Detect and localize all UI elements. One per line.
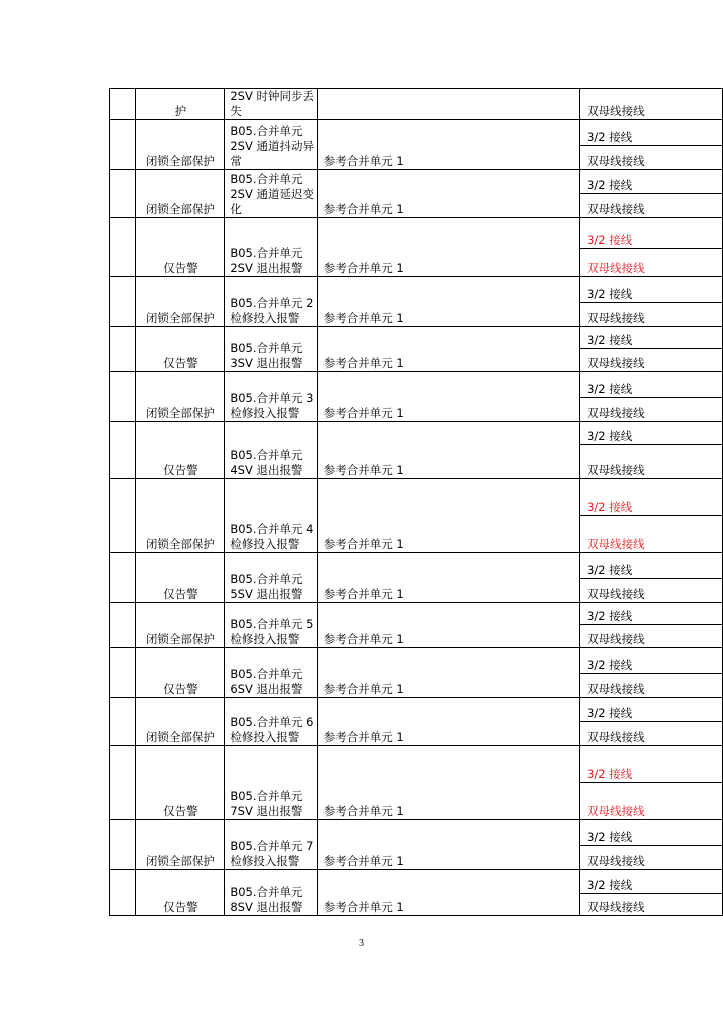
wiring-cell: 双母线接线 xyxy=(580,846,723,870)
row-index-cell xyxy=(110,870,136,916)
table-row xyxy=(110,372,723,398)
signal-name-cell: B05.合并单元 6 检修投入报警 xyxy=(225,698,317,746)
action-cell: 闭锁全部保护 xyxy=(136,120,225,170)
action-cell: 仅告警 xyxy=(136,870,225,916)
signal-name-cell: B05.合并单元 7 检修投入报警 xyxy=(225,820,317,870)
row-index-cell xyxy=(110,479,136,553)
reference-cell xyxy=(317,89,579,120)
wiring-cell: 双母线接线 xyxy=(580,146,723,170)
wiring-cell: 双母线接线 xyxy=(580,579,723,603)
row-index-cell xyxy=(110,327,136,372)
wiring-cell: 双母线接线 xyxy=(580,398,723,422)
action-cell: 闭锁全部保护 xyxy=(136,372,225,422)
row-index-cell xyxy=(110,277,136,327)
wiring-cell: 3/2 接线 xyxy=(580,120,723,146)
row-index-cell xyxy=(110,422,136,479)
wiring-cell: 3/2 接线 xyxy=(580,648,723,674)
protection-table xyxy=(109,88,723,916)
table-row xyxy=(110,820,723,846)
table-row xyxy=(110,170,723,194)
row-index-cell xyxy=(110,553,136,603)
wiring-cell: 双母线接线 xyxy=(580,249,723,277)
wiring-cell: 3/2 接线 xyxy=(580,820,723,846)
wiring-cell: 3/2 接线 xyxy=(580,698,723,722)
row-index-cell xyxy=(110,120,136,170)
action-cell: 闭锁全部保护 xyxy=(136,603,225,648)
table-row xyxy=(110,648,723,674)
signal-name-cell: B05.合并单元 7SV 退出报警 xyxy=(225,746,317,820)
signal-name-cell: B05.合并单元 4SV 退出报警 xyxy=(225,422,317,479)
wiring-cell: 3/2 接线 xyxy=(580,170,723,194)
wiring-cell: 双母线接线 xyxy=(580,625,723,648)
table-row xyxy=(110,698,723,722)
wiring-cell: 双母线接线 xyxy=(580,674,723,698)
action-cell: 仅告警 xyxy=(136,218,225,277)
reference-cell: 参考合并单元 1 xyxy=(317,218,579,277)
reference-cell: 参考合并单元 1 xyxy=(317,327,579,372)
wiring-cell: 3/2 接线 xyxy=(580,746,723,783)
wiring-cell: 双母线接线 xyxy=(580,516,723,553)
signal-name-cell: B05.合并单元 2 检修投入报警 xyxy=(225,277,317,327)
wiring-cell: 3/2 接线 xyxy=(580,277,723,303)
reference-cell: 参考合并单元 1 xyxy=(317,372,579,422)
signal-name-cell: B05.合并单元 3 检修投入报警 xyxy=(225,372,317,422)
action-cell: 闭锁全部保护 xyxy=(136,698,225,746)
wiring-cell: 3/2 接线 xyxy=(580,553,723,579)
action-cell: 闭锁全部保护 xyxy=(136,479,225,553)
signal-name-cell: B05.合并单元 5 检修投入报警 xyxy=(225,603,317,648)
action-cell: 仅告警 xyxy=(136,746,225,820)
row-index-cell xyxy=(110,698,136,746)
signal-name-cell: B05.合并单元 8SV 退出报警 xyxy=(225,870,317,916)
action-cell: 仅告警 xyxy=(136,553,225,603)
signal-name-cell: B05.合并单元 2SV 通道延迟变化 xyxy=(225,170,317,218)
row-index-cell xyxy=(110,218,136,277)
row-index-cell xyxy=(110,648,136,698)
action-cell: 闭锁全部保护 xyxy=(136,170,225,218)
row-index-cell xyxy=(110,89,136,120)
table-row xyxy=(110,746,723,783)
row-index-cell xyxy=(110,746,136,820)
action-cell: 闭锁全部保护 xyxy=(136,820,225,870)
wiring-cell: 3/2 接线 xyxy=(580,372,723,398)
wiring-cell: 双母线接线 xyxy=(580,894,723,916)
reference-cell: 参考合并单元 1 xyxy=(317,698,579,746)
wiring-cell: 双母线接线 xyxy=(580,349,723,372)
action-cell: 闭锁全部保护 xyxy=(136,277,225,327)
wiring-cell: 3/2 接线 xyxy=(580,422,723,445)
wiring-cell: 3/2 接线 xyxy=(580,603,723,625)
table-row xyxy=(110,120,723,146)
reference-cell: 参考合并单元 1 xyxy=(317,648,579,698)
reference-cell: 参考合并单元 1 xyxy=(317,603,579,648)
protection-table-body xyxy=(110,89,723,916)
signal-name-cell: B05.合并单元 6SV 退出报警 xyxy=(225,648,317,698)
table-row xyxy=(110,479,723,516)
table-row xyxy=(110,422,723,445)
table-row xyxy=(110,327,723,349)
reference-cell: 参考合并单元 1 xyxy=(317,422,579,479)
action-cell: 仅告警 xyxy=(136,648,225,698)
wiring-cell: 双母线接线 xyxy=(580,722,723,746)
reference-cell: 参考合并单元 1 xyxy=(317,820,579,870)
wiring-cell: 双母线接线 xyxy=(580,89,723,120)
wiring-cell: 3/2 接线 xyxy=(580,218,723,249)
wiring-cell: 双母线接线 xyxy=(580,783,723,820)
signal-name-cell: 2SV 时钟同步丢失 xyxy=(225,89,317,120)
action-cell: 仅告警 xyxy=(136,422,225,479)
row-index-cell xyxy=(110,170,136,218)
wiring-cell: 3/2 接线 xyxy=(580,870,723,894)
signal-name-cell: B05.合并单元 4 检修投入报警 xyxy=(225,479,317,553)
wiring-cell: 双母线接线 xyxy=(580,194,723,218)
table-row xyxy=(110,603,723,625)
reference-cell: 参考合并单元 1 xyxy=(317,120,579,170)
action-cell: 仅告警 xyxy=(136,327,225,372)
wiring-cell: 3/2 接线 xyxy=(580,327,723,349)
action-cell: 护 xyxy=(136,89,225,120)
reference-cell: 参考合并单元 1 xyxy=(317,870,579,916)
table-row xyxy=(110,218,723,249)
reference-cell: 参考合并单元 1 xyxy=(317,553,579,603)
wiring-cell: 双母线接线 xyxy=(580,445,723,479)
table-row xyxy=(110,553,723,579)
page-number: 3 xyxy=(359,938,364,949)
signal-name-cell: B05.合并单元 3SV 退出报警 xyxy=(225,327,317,372)
table-row xyxy=(110,870,723,894)
reference-cell: 参考合并单元 1 xyxy=(317,277,579,327)
reference-cell: 参考合并单元 1 xyxy=(317,746,579,820)
table-row xyxy=(110,277,723,303)
signal-name-cell: B05.合并单元 2SV 通道抖动异常 xyxy=(225,120,317,170)
reference-cell: 参考合并单元 1 xyxy=(317,479,579,553)
row-index-cell xyxy=(110,372,136,422)
wiring-cell: 双母线接线 xyxy=(580,303,723,327)
wiring-cell: 3/2 接线 xyxy=(580,479,723,516)
reference-cell: 参考合并单元 1 xyxy=(317,170,579,218)
row-index-cell xyxy=(110,820,136,870)
signal-name-cell: B05.合并单元 5SV 退出报警 xyxy=(225,553,317,603)
table-row xyxy=(110,89,723,120)
row-index-cell xyxy=(110,603,136,648)
signal-name-cell: B05.合并单元 2SV 退出报警 xyxy=(225,218,317,277)
